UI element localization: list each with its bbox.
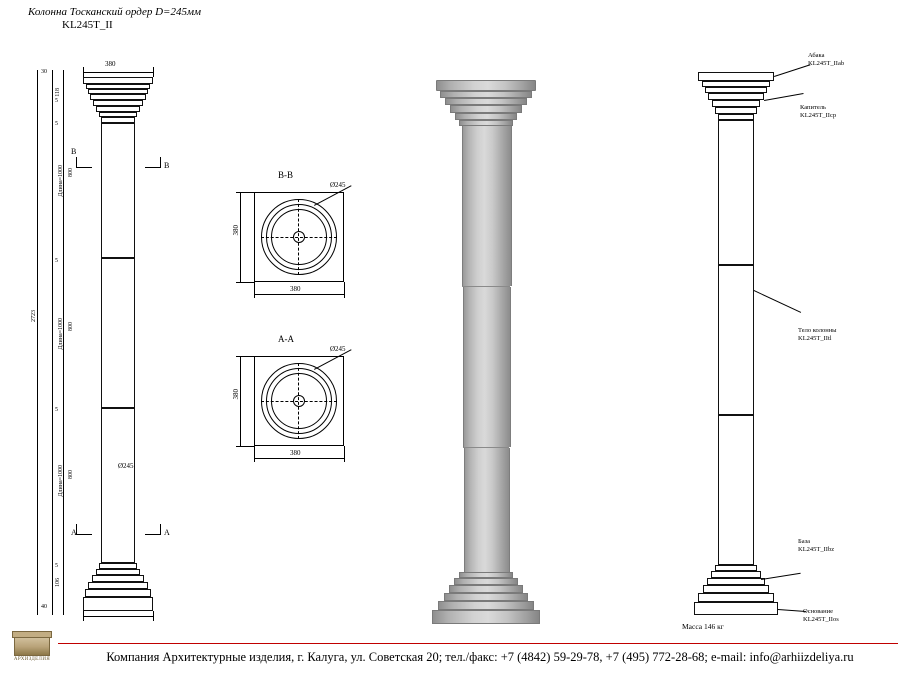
exploded-drawing — [660, 52, 910, 631]
render-base-torus — [449, 585, 523, 593]
dim-tick — [153, 67, 154, 77]
section-mark-a-right-label: A — [164, 528, 170, 537]
gap-dim-1: 5 — [55, 258, 58, 264]
render-capital-neck — [455, 113, 517, 120]
section-aa-title: A-A — [278, 334, 294, 344]
exploded-shaft-drum-2 — [718, 265, 754, 415]
gap-dim-2: 5 — [55, 407, 58, 413]
label-abacus-name: Абака — [808, 52, 825, 59]
section-bb-ext-bottom — [236, 282, 254, 283]
segment-value-2: 800 — [68, 322, 74, 331]
label-capital — [800, 104, 836, 120]
base-fillet — [88, 582, 148, 589]
label-plinth-name: Основание — [803, 608, 834, 615]
render-base-plinth-upper — [438, 601, 534, 610]
base-dim-106: 106 — [55, 578, 61, 587]
render-base-fillet — [444, 593, 528, 601]
section-bb-ext-right — [344, 282, 345, 298]
section-aa-ext-left — [254, 446, 255, 462]
section-mark-b-right-label: B — [164, 161, 170, 170]
label-shaft — [798, 327, 837, 343]
leader-shaft — [754, 290, 802, 313]
base-plinth-upper — [85, 589, 151, 597]
dim-label-total-height: 2723 — [31, 310, 37, 322]
render-capital-fillet-2 — [445, 98, 527, 105]
exploded-base-plinth — [694, 602, 778, 615]
section-aa-ext-right — [344, 446, 345, 462]
exploded-base-torus-upper — [711, 571, 761, 578]
exploded-abacus — [698, 72, 774, 81]
section-bb-height-label: 380 — [232, 225, 240, 236]
render-abacus — [436, 80, 536, 91]
label-capital-name: Капитель — [800, 104, 826, 111]
section-mark-a-left-label: A — [71, 528, 77, 537]
section-aa — [230, 334, 360, 474]
segment-value-3: 800 — [68, 470, 74, 479]
leader-capital — [764, 93, 804, 101]
footer-rule — [58, 643, 898, 644]
render-capital-fillet-1 — [440, 91, 532, 98]
section-mark-a-right-line — [145, 534, 161, 535]
section-bb-width-label: 380 — [290, 285, 301, 293]
dim-label-top-width: 380 — [105, 60, 116, 68]
label-shaft-name: Тело колонны — [798, 327, 837, 334]
leader-abacus — [774, 64, 810, 77]
exploded-base-torus — [707, 578, 765, 585]
dim-label-30: 30 — [41, 69, 47, 75]
logo-capital-icon — [14, 634, 50, 656]
render-shaft-drum-2 — [463, 287, 511, 447]
section-aa-diameter-label: Ø245 — [330, 345, 346, 353]
label-plinth-code: KL245T_IIos — [803, 616, 839, 624]
section-bb-diameter-label: Ø245 — [330, 181, 346, 189]
page-code: KL245T_II — [62, 19, 113, 31]
shaft-drum-1 — [101, 123, 135, 258]
section-aa-width-label: 380 — [290, 449, 301, 457]
dim-tick — [153, 611, 154, 621]
section-aa-centerline-v — [298, 363, 299, 439]
dim-top-width — [83, 72, 153, 73]
page-title: Колонна Тосканский ордер D=245мм — [28, 6, 202, 18]
shaft-diameter-note: Ø245 — [118, 462, 134, 470]
dim-line-inner — [52, 70, 53, 615]
mass-label: Масса 146 кг — [682, 622, 724, 631]
section-aa-ext-bottom — [236, 446, 254, 447]
render-capital-echinus — [450, 105, 522, 113]
exploded-capital-neck — [712, 100, 760, 107]
section-aa-centerline-h — [261, 401, 337, 402]
segment-length-1: Длина=1000 — [58, 165, 64, 197]
base-plinth — [83, 597, 153, 611]
dim-bottom-width — [83, 616, 153, 617]
exploded-base-fillet — [703, 585, 769, 593]
render-base-plinth — [432, 610, 540, 624]
segment-length-2: Длина=1000 — [58, 318, 64, 350]
section-aa-height-dim — [240, 356, 241, 446]
label-abacus-code: KL245T_IIab — [808, 60, 845, 68]
section-bb-centerline-h — [261, 237, 337, 238]
label-shaft-code: KL245T_IItl — [798, 335, 832, 343]
base-torus — [92, 575, 144, 582]
exploded-capital-echinus — [708, 93, 764, 100]
section-mark-b-left-line — [76, 167, 92, 168]
section-bb-ext-left — [254, 282, 255, 298]
render-shaft-drum-3 — [464, 448, 510, 572]
segment-value-1: 800 — [68, 168, 74, 177]
exploded-shaft-drum-1 — [718, 120, 754, 265]
section-mark-b-right-line — [145, 167, 161, 168]
exploded-shaft-drum-3 — [718, 415, 754, 565]
label-capital-code: KL245T_IIcp — [800, 112, 837, 120]
dim-label-118: 118 — [55, 88, 61, 97]
logo-text: АРХИЗДЕЛИЯ — [13, 657, 51, 662]
section-bb — [230, 170, 360, 310]
label-plinth — [803, 608, 839, 624]
base-dim-40: 40 — [41, 604, 47, 610]
section-mark-b-left-label: B — [71, 147, 77, 156]
dim-tick — [83, 67, 84, 77]
abacus-plate — [83, 77, 153, 84]
render-shaft-drum-1 — [462, 126, 512, 286]
exploded-capital-astragal — [715, 107, 757, 114]
section-bb-ext-top — [236, 192, 254, 193]
column-3d-render — [420, 80, 560, 625]
section-bb-width-dim — [254, 294, 344, 295]
section-mark-a-right-tick — [160, 524, 161, 534]
label-base-code: KL245T_IIbz — [798, 546, 835, 554]
section-bb-title: B-B — [278, 170, 294, 180]
dim-label-5b: 5 — [55, 121, 58, 127]
section-mark-b-right-tick — [160, 157, 161, 167]
render-base-torus-upper — [454, 578, 518, 585]
section-aa-ext-top — [236, 356, 254, 357]
gap-dim-3: 5 — [55, 563, 58, 569]
section-bb-height-dim — [240, 192, 241, 282]
label-base — [798, 538, 834, 554]
shaft-drum-2 — [101, 258, 135, 408]
dim-tick — [83, 611, 84, 621]
section-aa-height-label: 380 — [232, 389, 240, 400]
dim-label-5a: 5 — [55, 98, 58, 104]
leader-plinth — [778, 609, 806, 612]
label-base-name: База — [798, 538, 811, 545]
exploded-base-plinth-upper — [698, 593, 774, 602]
section-bb-centerline-v — [298, 199, 299, 275]
dim-line-outer — [37, 70, 38, 615]
section-aa-width-dim — [254, 458, 344, 459]
segment-length-3: Длина=1000 — [58, 465, 64, 497]
section-mark-a-left-line — [76, 534, 92, 535]
label-abacus — [808, 52, 844, 68]
company-logo — [8, 634, 56, 672]
left-elevation-drawing — [0, 0, 230, 640]
section-mark-b-left-tick — [76, 157, 77, 167]
shaft-drum-3 — [101, 408, 135, 563]
leader-base — [761, 573, 801, 580]
footer-contact-text: Компания Архитектурные изделия, г. Калуга, ул. Советская 20; тел./факс: +7 (4842) 59-29-78, +7 (495) 772-28-68; e-mail: info@arhiizdeliya.ru — [106, 650, 854, 664]
